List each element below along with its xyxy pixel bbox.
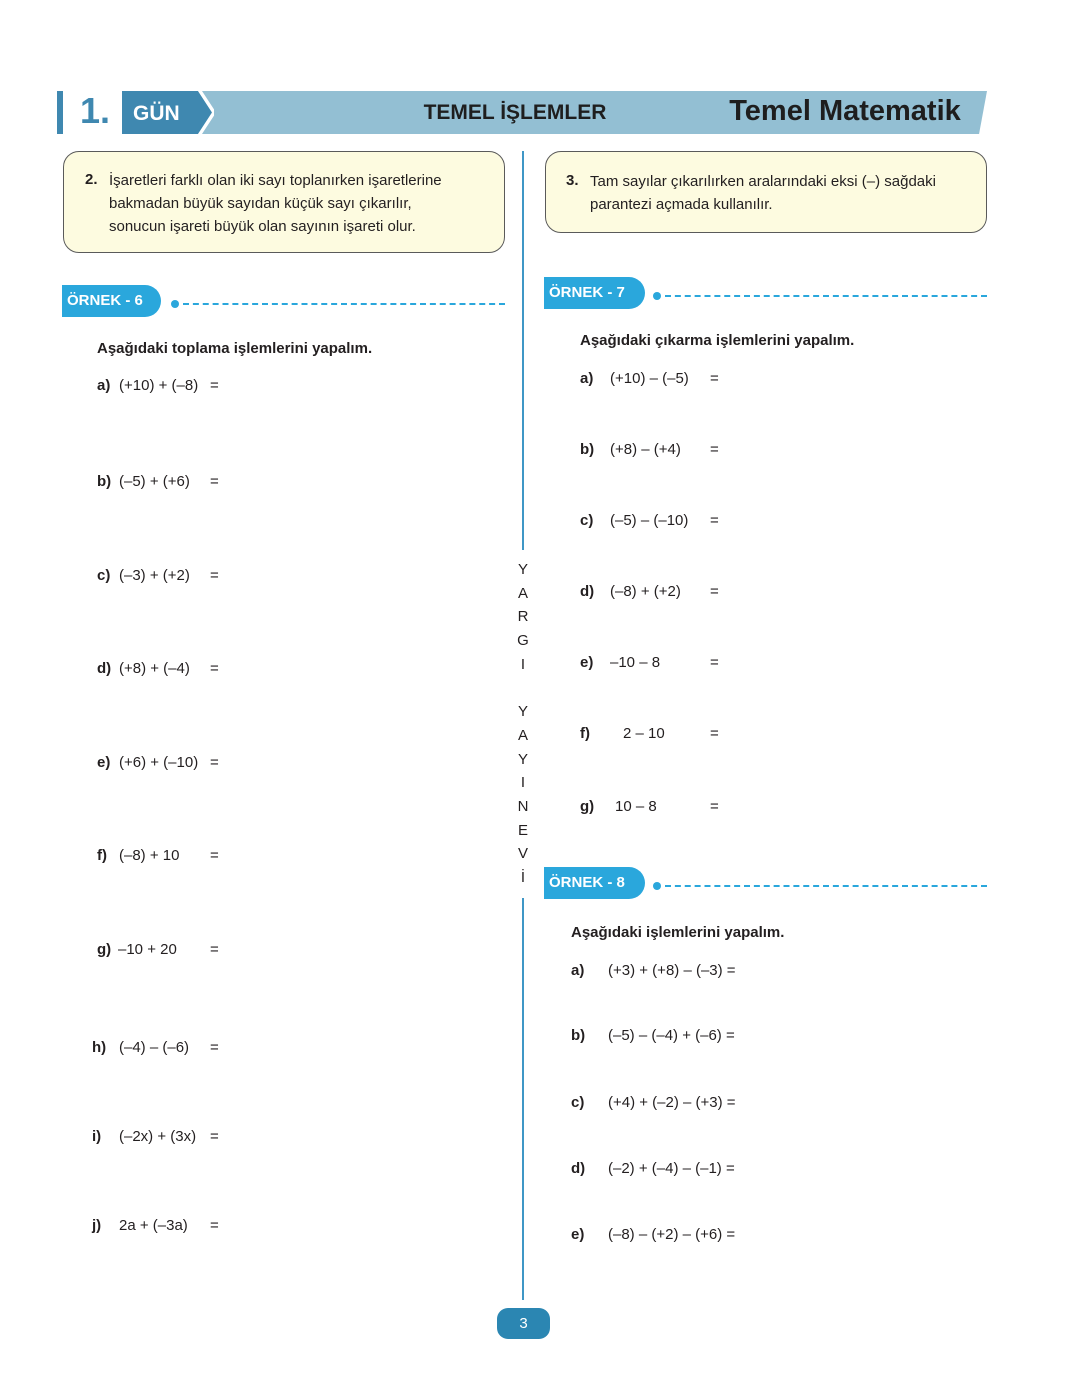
publisher-letter: Y [517,703,528,721]
problem-expression: (–8) + (+2) [610,583,681,600]
problem-expression: (+8) – (+4) [610,441,681,458]
problem-label: j) [92,1217,102,1234]
problem-label: i) [92,1128,102,1145]
example-instruction: Aşağıdaki çıkarma işlemlerini yapalım. [580,332,855,349]
publisher-letter: I [520,655,526,673]
dashed-line [665,295,987,297]
rule-box-2 [63,151,505,253]
rule-line: parantezi açmada kullanılır. [590,196,773,213]
column-divider [522,898,524,1300]
problem-label: d) [580,583,595,600]
equals-sign: = [710,441,719,458]
example-tag-6: ÖRNEK - 6 [62,285,161,317]
day-number: 1. [80,90,111,131]
dot-marker [653,882,661,890]
problem-label: c) [97,567,111,584]
problem-label: e) [571,1226,585,1243]
problem-expression: (+6) + (–10) [119,754,199,771]
equals-sign: = [210,847,219,864]
rule-number: 3. [566,172,579,189]
problem-label: a) [97,377,111,394]
problem-label: b) [97,473,112,490]
equals-sign: = [710,654,719,671]
publisher-letter: A [517,726,528,744]
equals-sign: = [210,754,219,771]
problem-expression: (–5) – (–4) + (–6) = [608,1027,735,1044]
equals-sign: = [210,660,219,677]
equals-sign: = [210,567,219,584]
publisher-letter: N [517,798,529,815]
publisher-letter: Y [517,750,528,768]
column-divider [522,151,524,550]
rule-line: sonucun işareti büyük olan sayının işareti olur. [109,218,416,235]
problem-label: d) [97,660,112,677]
problem-label: f) [580,725,590,742]
equals-sign: = [710,370,719,387]
problem-expression: 10 – 8 [615,798,657,815]
example-tag-8: ÖRNEK - 8 [544,867,645,899]
problem-label: c) [571,1094,585,1111]
example-instruction: Aşağıdaki işlemlerini yapalım. [571,924,785,941]
problem-expression: (+10) – (–5) [610,370,689,387]
dot-marker [653,292,661,300]
dot-marker [171,300,179,308]
publisher-letter: G [517,632,529,650]
example-instruction: Aşağıdaki toplama işlemlerini yapalım. [97,340,373,357]
problem-expression: –10 – 8 [610,654,661,671]
problem-label: c) [580,512,594,529]
problem-expression: (+3) + (+8) – (–3) = [608,962,736,979]
rule-line: bakmadan büyük sayıdan küçük sayı çıkarılır, [109,195,412,212]
equals-sign: = [710,512,719,529]
equals-sign: = [710,725,719,742]
problem-label: e) [580,654,594,671]
equals-sign: = [210,1039,219,1056]
publisher-letter: E [517,821,528,839]
equals-sign: = [210,941,219,958]
problem-label: e) [97,754,111,771]
equals-sign: = [210,377,219,394]
publisher-letter: A [517,584,528,602]
problem-expression: (–5) – (–10) [610,512,689,529]
topic-title: TEMEL İŞLEMLER [423,101,607,124]
page-number: 3 [497,1308,550,1339]
problem-expression: –10 + 20 [118,941,177,958]
problem-expression: 2 – 10 [623,725,665,742]
problem-expression: (+4) + (–2) – (+3) = [608,1094,736,1111]
publisher-letter: V [517,845,528,863]
publisher-letter: I [520,774,526,792]
problem-expression: (–4) – (–6) [119,1039,190,1056]
problem-expression: (–2) + (–4) – (–1) = [608,1160,735,1177]
publisher-letter: İ [520,869,526,887]
problem-label: b) [571,1027,586,1044]
example-tag-7: ÖRNEK - 7 [544,277,645,309]
equals-sign: = [210,1217,219,1234]
problem-label: g) [97,941,112,958]
problem-expression: (+8) + (–4) [119,660,190,677]
problem-expression: 2a + (–3a) [119,1217,188,1234]
problem-label: h) [92,1039,107,1056]
problem-expression: (–3) + (+2) [119,567,190,584]
rule-line: İşaretleri farklı olan iki sayı toplanırken işaretlerine [109,172,442,189]
problem-expression: (–5) + (+6) [119,473,190,490]
problem-expression: (+10) + (–8) [119,377,199,394]
publisher-letter: R [517,608,529,626]
problem-label: a) [580,370,594,387]
dashed-line [665,885,987,887]
problem-label: b) [580,441,595,458]
problem-label: a) [571,962,585,979]
rule-box-3 [545,151,987,233]
problem-expression: (–8) + 10 [119,847,180,864]
problem-expression: (–2x) + (3x) [119,1128,197,1145]
equals-sign: = [710,798,719,815]
equals-sign: = [210,1128,219,1145]
problem-label: f) [97,847,107,864]
problem-expression: (–8) – (+2) – (+6) = [608,1226,736,1243]
dashed-line [183,303,505,305]
day-label: GÜN [133,102,180,125]
problem-label: g) [580,798,595,815]
rule-number: 2. [85,171,98,188]
subject-title: Temel Matematik [729,95,961,127]
equals-sign: = [210,473,219,490]
publisher-letter: Y [517,561,528,578]
equals-sign: = [710,583,719,600]
rule-line: Tam sayılar çıkarılırken aralarındaki eksi (–) sağdaki [590,173,936,190]
problem-label: d) [571,1160,586,1177]
header-accent-bar [57,91,63,134]
